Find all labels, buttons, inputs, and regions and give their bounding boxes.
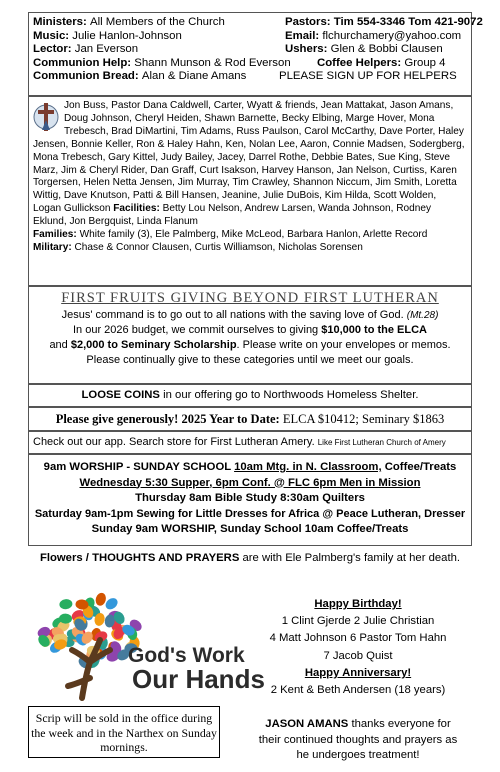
pastors-value: Tim 554-3346 Tom 421-9072 bbox=[333, 16, 483, 28]
flowers-text: are with Ele Palmberg's family at her death. bbox=[239, 552, 461, 564]
jason-thanks bbox=[254, 717, 462, 764]
elca-goal: $10,000 to the ELCA bbox=[321, 324, 427, 336]
schedule-worship: 9am WORSHIP - SUNDAY SCHOOL bbox=[43, 461, 235, 473]
first-fruits-line-4: Please continually give to these categories until we meet our goals. bbox=[86, 354, 414, 366]
ministers-value: All Members of the Church bbox=[89, 16, 225, 28]
first-fruits-text-3a: and bbox=[49, 339, 71, 351]
music-value: Julie Hanlon-Johnson bbox=[72, 29, 182, 42]
birthday-line: 7 Jacob Quist bbox=[323, 649, 393, 662]
praying-hands-cross-icon bbox=[33, 100, 59, 134]
first-fruits-line-3 bbox=[35, 338, 465, 353]
communion-bread-label: Communion Bread: bbox=[33, 70, 139, 83]
first-fruits-text-3c: . Please write on your envelopes or memos. bbox=[236, 339, 451, 351]
jason-text: thanks everyone for their continued thoughts and prayers as he undergoes treatment! bbox=[258, 718, 458, 762]
schedule-section bbox=[28, 454, 472, 546]
pastors-label: Pastors: bbox=[285, 16, 331, 28]
logo-line-2: Our Hands bbox=[132, 664, 265, 694]
email-label: Email: bbox=[285, 29, 320, 42]
schedule-line-1 bbox=[29, 460, 471, 476]
anniversary-line: 2 Kent & Beth Andersen (18 years) bbox=[270, 684, 446, 697]
loose-coins-section bbox=[28, 384, 472, 407]
staff-row-5 bbox=[33, 70, 467, 84]
ushers-label: Ushers: bbox=[285, 43, 328, 56]
prayer-section bbox=[28, 96, 472, 286]
birthday-line: 1 Clint Gjerde 2 Julie Christian bbox=[281, 615, 435, 628]
seminary-goal: $2,000 to Seminary Scholarship bbox=[70, 339, 237, 351]
first-fruits-ref: (Mt.28) bbox=[406, 310, 439, 321]
app-like-text: Like First Lutheran Church of Amery bbox=[317, 438, 446, 447]
schedule-meeting: 10am Mtg. in N. Classroom, bbox=[234, 461, 382, 473]
anniversary-heading: Happy Anniversary! bbox=[304, 666, 412, 679]
first-fruits-line-1 bbox=[35, 308, 465, 323]
music-label: Music: bbox=[33, 29, 70, 42]
staff-row-4 bbox=[33, 57, 467, 71]
communion-bread-value: Alan & Diane Amans bbox=[141, 70, 247, 83]
lector-value: Jan Everson bbox=[74, 43, 139, 56]
ytd-label: Please give generously! 2025 Year to Date: bbox=[55, 412, 280, 426]
first-fruits-section bbox=[28, 286, 472, 384]
thoughts-prayers-label: THOUGHTS AND PRAYERS bbox=[92, 552, 240, 564]
schedule-line-4: Saturday 9am-1pm Sewing for Little Dresses for Africa @ Peace Lutheran, Dresser bbox=[34, 507, 466, 520]
schedule-line-5: Sunday 9am WORSHIP, Sunday School 10am Coffee/Treats bbox=[91, 523, 409, 535]
year-to-date-section bbox=[28, 407, 472, 431]
celebrations-section bbox=[254, 596, 462, 699]
flowers-label: Flowers / bbox=[39, 552, 93, 564]
families-names: White family (3), Ele Palmberg, Mike McLeod, Barbara Hanlon, Arlette Record bbox=[79, 229, 428, 241]
staff-section bbox=[28, 12, 483, 96]
loose-coins-text: in our offering go to Northwoods Homeless Shelter. bbox=[159, 389, 419, 401]
coffee-label: Coffee Helpers: bbox=[317, 56, 402, 69]
staff-row-2 bbox=[33, 30, 467, 44]
flowers-notice bbox=[0, 550, 500, 566]
families-line bbox=[33, 229, 467, 242]
birthday-line: 4 Matt Johnson 6 Pastor Tom Hahn bbox=[269, 632, 447, 645]
birthday-heading: Happy Birthday! bbox=[314, 598, 402, 610]
handprint-leaf bbox=[59, 598, 73, 610]
gods-work-our-hands-logo bbox=[30, 588, 265, 706]
prayer-names: Jon Buss, Pastor Dana Caldwell, Carter, Wyatt & friends, Jean Mattakat, Jason Amans, Doug Johnson, Cheryl Heiden, Shawn Barnette, Becky Elbing, Marge Hover, Mona Trebesch, Brad DiMartini, Tim Adams, Russ Paulson, Carol McCarthy, Dave Porter, Haley Jensen, Bonnie Keller, Ron & Haley Hahn, Ken, Nolan Lee, Aaron, Connie Madsen, Sodergberg, Mona Trebesch, Gary Kittel, Judy Bailey, Jacey, Darrel Rothe, Debbie Bates, Sue King, Steve Marz, Jim & Cheryl Rider, Dan Graff, Curt Isakson, Harvey Hanson, Jan Nelson, Curtiss, Karen Torgersen, Helen Netta Jensen, Jim Murray, Tim Crawley, Shannon Niccum, Jim Smith, Loretta Wittig, Dave Knutson, Patti & Bill Hansen, Jeanine, Julie DuBois, Kim Hilda, Scott Wolden, Logan Gullickson bbox=[33, 100, 465, 215]
loose-coins-label: LOOSE COINS bbox=[81, 389, 160, 401]
military-label: Military: bbox=[33, 241, 72, 253]
facilities-label: Facilities: bbox=[113, 203, 160, 215]
signup-text: PLEASE SIGN UP FOR HELPERS bbox=[279, 70, 457, 83]
ministers-label: Ministers: bbox=[33, 16, 87, 28]
first-fruits-text-2a: In our 2026 budget, we commit ourselves to giving bbox=[72, 324, 322, 336]
handprint-leaf bbox=[94, 592, 107, 607]
schedule-coffee: Coffee/Treats bbox=[381, 461, 457, 473]
staff-row-1 bbox=[33, 16, 483, 30]
lector-label: Lector: bbox=[33, 43, 72, 56]
communion-help-label: Communion Help: bbox=[33, 56, 132, 69]
scrip-notice: Scrip will be sold in the office during the week and in the Narthex on Sunday mornings. bbox=[28, 706, 220, 758]
families-label: Families: bbox=[33, 229, 77, 241]
logo-line-1: God's Work bbox=[128, 644, 245, 667]
coffee-value: Group 4 bbox=[404, 56, 446, 69]
facilities-names: Betty Lou Nelson, Andrew Larsen, Wanda Johnson, Rodney Eklund, Jon Bergquist, Linda Flanum bbox=[33, 203, 432, 228]
jason-name: JASON AMANS bbox=[265, 718, 349, 730]
app-text: Check out our app. Search store for First Lutheran Amery. bbox=[33, 436, 318, 448]
communion-help-value: Shann Munson & Rod Everson bbox=[134, 56, 291, 69]
staff-row-3 bbox=[33, 43, 467, 57]
military-line bbox=[33, 242, 467, 255]
schedule-line-2: Wednesday 5:30 Supper, 6pm Conf. @ FLC 6pm Men in Mission bbox=[79, 476, 421, 489]
military-names: Chase & Connor Clausen, Curtis Williamson, Nicholas Sorensen bbox=[74, 241, 363, 253]
first-fruits-text-1: Jesus' command is to go out to all nations with the saving love of God. bbox=[61, 309, 404, 321]
email-value[interactable]: flchurchamery@yahoo.com bbox=[322, 29, 462, 42]
first-fruits-title: FIRST FRUITS GIVING BEYOND FIRST LUTHERAN bbox=[61, 290, 439, 306]
ushers-value: Glen & Bobbi Clausen bbox=[330, 43, 443, 56]
app-section bbox=[28, 431, 472, 454]
first-fruits-line-2 bbox=[35, 323, 465, 338]
schedule-line-3: Thursday 8am Bible Study 8:30am Quilters bbox=[135, 492, 365, 504]
ytd-values: ELCA $10412; Seminary $1863 bbox=[279, 412, 445, 426]
